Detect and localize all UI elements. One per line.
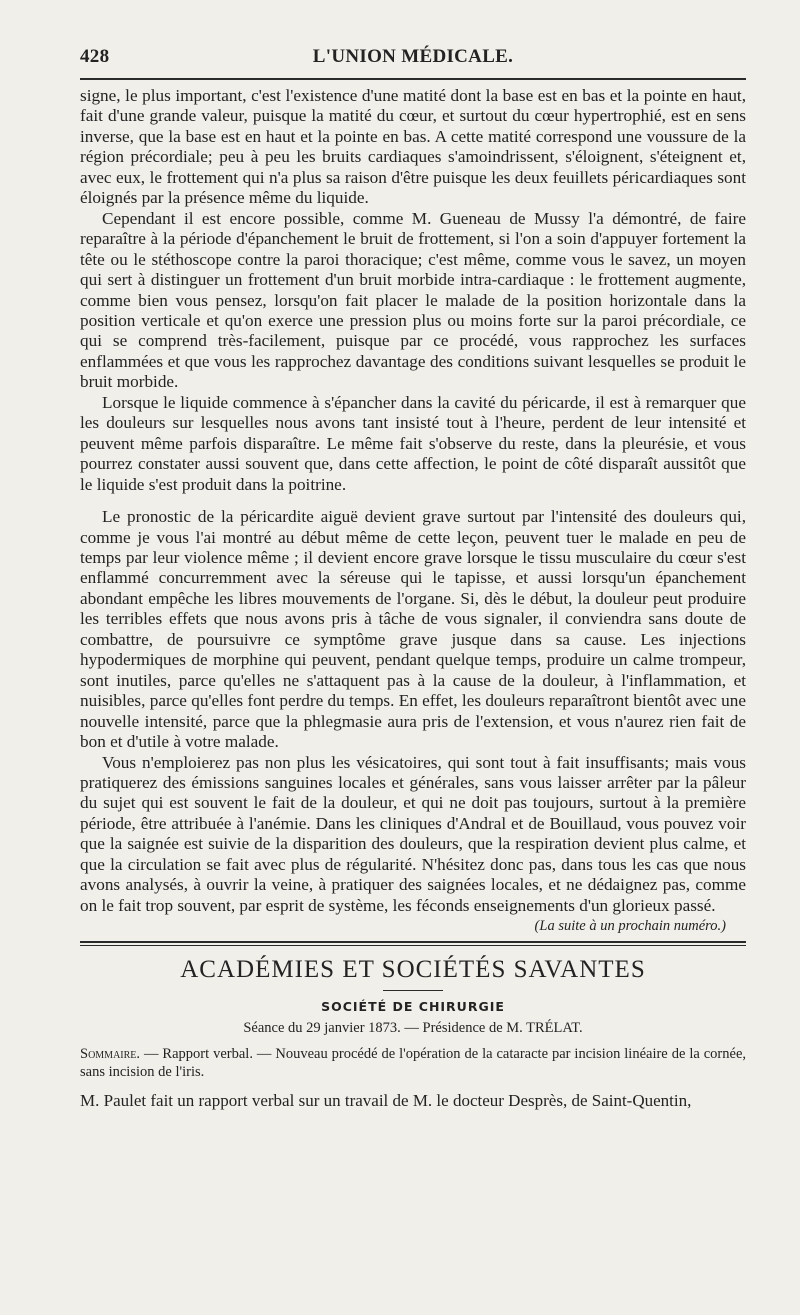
to-be-continued-note: (La suite à un prochain numéro.) xyxy=(534,918,726,935)
section-divider xyxy=(80,941,746,946)
paragraph-5: Vous n'emploierez pas non plus les vésicatoires, qui sont tout à fait insuffisants; mais vous pratiquerez des émissions sanguines locales et générales, sans vous laisser arrêter par la pâleur du sujet qui est souvent le fait de la douleur, et qui ne doit pas toujours, surtout à la première période, être attribuée à l'anémie. Dans les cliniques d'Andral et de Bouillaud, vous pouvez voir que la saignée est suivie de la disparition des douleurs, que la respiration devient plus calme, et que la circulation se fait avec plus de régularité. N'hésitez donc pas, dans tous les cas que nous avons analysés, à ouvrir la veine, à pratiquer des saignées locales, et ne dédaignez pas, comme on le fait trop souvent, par esprit de système, les féconds enseignements d'un glorieux passé. xyxy=(80,752,746,915)
section-title: ACADÉMIES ET SOCIÉTÉS SAVANTES xyxy=(180,956,646,984)
paragraph-4: Le pronostic de la péricardite aiguë devient grave surtout par l'intensité des douleurs qui, comme je vous l'ai montré au début même de cette leçon, peuvent tuer le malade en peu de temps par leur violence même ; il devient encore grave lorsque le tissu musculaire du cœur s'est enflammé concurremment avec la séreuse qui le tapisse, et aussi lorsqu'un épanchement abondant empêche les libres mouvements de l'organe. Si, dès le début, la douleur peut produire les terribles effets que nous avons pris à tâche de vous signaler, il conviendra sans doute de combattre, de poursuivre ce symptôme grave jusque dans sa cause. Les injections hypodermiques de morphine qui peuvent, pendant quelque temps, produire un calme trompeur, sont inutiles, parce qu'elles ne s'attaquent pas à la cause de la douleur, à l'inflammation, et nuisibles, parce qu'elles font perdre du temps. En effet, les douleurs reparaîtront bientôt avec une nouvelle intensité, parce que la phlegmasie aura pris de l'extension, et vous n'aurez rien fait de bon et d'utile à votre malade. xyxy=(80,507,746,752)
paragraph-3: Lorsque le liquide commence à s'épancher dans la cavité du péricarde, il est à remarquer que les douleurs sur lesquelles nous avons tant insisté tout à l'heure, perdent de leur intensité et peuvent même parfois disparaître. Le même fait s'observe du reste, dans la pleurésie, et vous pourrez constater aussi souvent que, dans cette affection, le point de côté disparaît aussitôt que le liquide s'est produit dans la poitrine. xyxy=(80,392,746,494)
paragraph-1: signe, le plus important, c'est l'existence d'une matité dont la base est en bas et la pointe en haut, fait d'une grande valeur, puisque la matité du cœur, et surtout du cœur hypertrophié, est en sens inverse, que la base est en haut et la pointe en bas. A cette matité correspond une voussure de la région précordiale; peu à peu les bruits cardiaques s'amoindrissent, s'éloignent, s'éteignent et, avec eux, le frottement qui n'a plus sa raison d'être puisque les deux feuillets péricardiaques sont éloignés par la présence même du liquide. xyxy=(80,86,746,208)
report-first-line: M. Paulet fait un rapport verbal sur un travail de M. le docteur Desprès, de Saint-Quentin, xyxy=(80,1091,692,1111)
page-number: 428 xyxy=(80,46,110,67)
summary xyxy=(80,1045,746,1081)
short-rule xyxy=(383,990,443,991)
page-header xyxy=(80,40,746,74)
society-name: SOCIÉTÉ DE CHIRURGIE xyxy=(321,999,505,1015)
running-head: L'UNION MÉDICALE. xyxy=(312,46,514,67)
session-line: Séance du 29 janvier 1873. — Présidence de M. TRÉLAT. xyxy=(243,1020,583,1037)
header-rule xyxy=(80,78,746,80)
summary-label: Sommaire. xyxy=(80,1046,141,1063)
paragraph-2: Cependant il est encore possible, comme M. Gueneau de Mussy l'a démontré, de faire reparaître à la période d'épanchement le bruit de frottement, si l'on a soin d'appuyer fortement la tête ou le stéthoscope contre la paroi thoracique; c'est même, comme vous le savez, un moyen qui sert à distinguer un frottement d'un bruit morbide intra-cardiaque : le frottement augmente, comme bien vous pensez, lorsqu'on fait placer le malade de la position horizontale dans la position verticale et qu'on exerce une pression plus ou moins forte sur la paroi précordiale, ce qui se comprend très-facilement, puisque par ce procédé, vous rapprochez les surfaces enflammées et que vous les rapprochez davantage des conditions suivant lesquelles se produit le bruit morbide. xyxy=(80,208,746,392)
article-body xyxy=(80,86,746,916)
summary-text: — Rapport verbal. — Nouveau procédé de l'opération de la cataracte par incision linéaire de la cornée, sans incision de l'iris. xyxy=(80,1046,747,1081)
